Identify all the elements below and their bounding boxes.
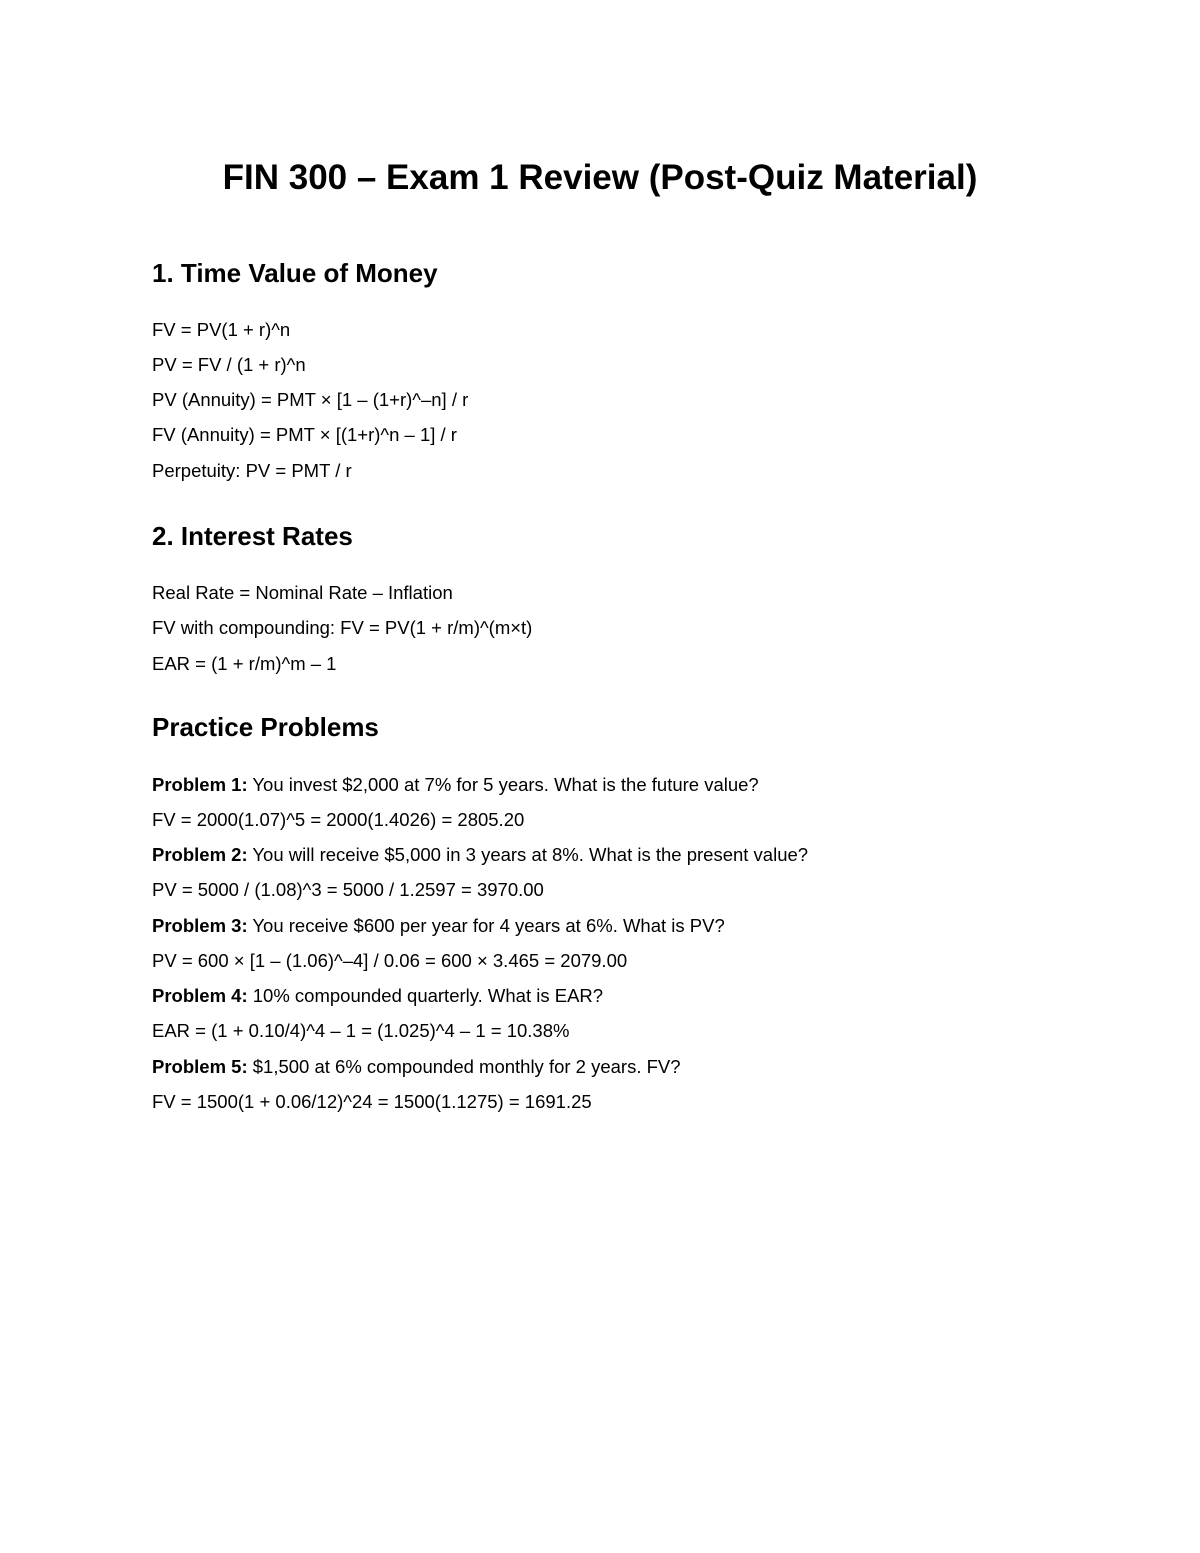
problem-5-question (152, 1054, 681, 1080)
problem-5-text: $1,500 at 6% compounded monthly for 2 years. FV? (247, 1056, 681, 1077)
problem-4-question (152, 983, 603, 1009)
problem-2-question (152, 842, 808, 868)
problem-4-label: Problem 4: (152, 985, 248, 1006)
problem-2-solution: PV = 5000 / (1.08)^3 = 5000 / 1.2597 = 3970.00 (152, 879, 544, 900)
formula-fv-compounding: FV with compounding: FV = PV(1 + r/m)^(m×t) (152, 617, 533, 638)
problem-2-label: Problem 2: (152, 844, 248, 865)
problem-5-solution: FV = 1500(1 + 0.06/12)^24 = 1500(1.1275) = 1691.25 (152, 1091, 592, 1112)
problem-1-text: You invest $2,000 at 7% for 5 years. What is the future value? (247, 774, 759, 795)
problem-4-text: 10% compounded quarterly. What is EAR? (247, 985, 604, 1006)
problem-1-question (152, 772, 759, 798)
problem-3-question (152, 913, 725, 939)
problem-3-solution: PV = 600 × [1 – (1.06)^–4] / 0.06 = 600 × 3.465 = 2079.00 (152, 950, 628, 971)
formula-pv: PV = FV / (1 + r)^n (152, 354, 306, 375)
section-heading-interest-rates: 2. Interest Rates (152, 521, 353, 551)
problem-1-solution: FV = 2000(1.07)^5 = 2000(1.4026) = 2805.20 (152, 809, 525, 830)
formula-ear: EAR = (1 + r/m)^m – 1 (152, 653, 337, 674)
formula-perpetuity: Perpetuity: PV = PMT / r (152, 460, 352, 481)
problem-3-text: You receive $600 per year for 4 years at 6%. What is PV? (247, 915, 725, 936)
formula-fv-annuity: FV (Annuity) = PMT × [(1+r)^n – 1] / r (152, 424, 457, 445)
formula-pv-annuity: PV (Annuity) = PMT × [1 – (1+r)^–n] / r (152, 389, 469, 410)
page-title: FIN 300 – Exam 1 Review (Post-Quiz Material) (222, 158, 978, 197)
problem-5-label: Problem 5: (152, 1056, 248, 1077)
problem-1-label: Problem 1: (152, 774, 248, 795)
section-heading-time-value: 1. Time Value of Money (152, 258, 438, 288)
formula-fv: FV = PV(1 + r)^n (152, 319, 291, 340)
problem-2-text: You will receive $5,000 in 3 years at 8%. What is the present value? (247, 844, 809, 865)
problem-3-label: Problem 3: (152, 915, 248, 936)
section-heading-practice: Practice Problems (152, 712, 379, 742)
formula-real-rate: Real Rate = Nominal Rate – Inflation (152, 582, 453, 603)
problem-4-solution: EAR = (1 + 0.10/4)^4 – 1 = (1.025)^4 – 1 = 10.38% (152, 1020, 570, 1041)
